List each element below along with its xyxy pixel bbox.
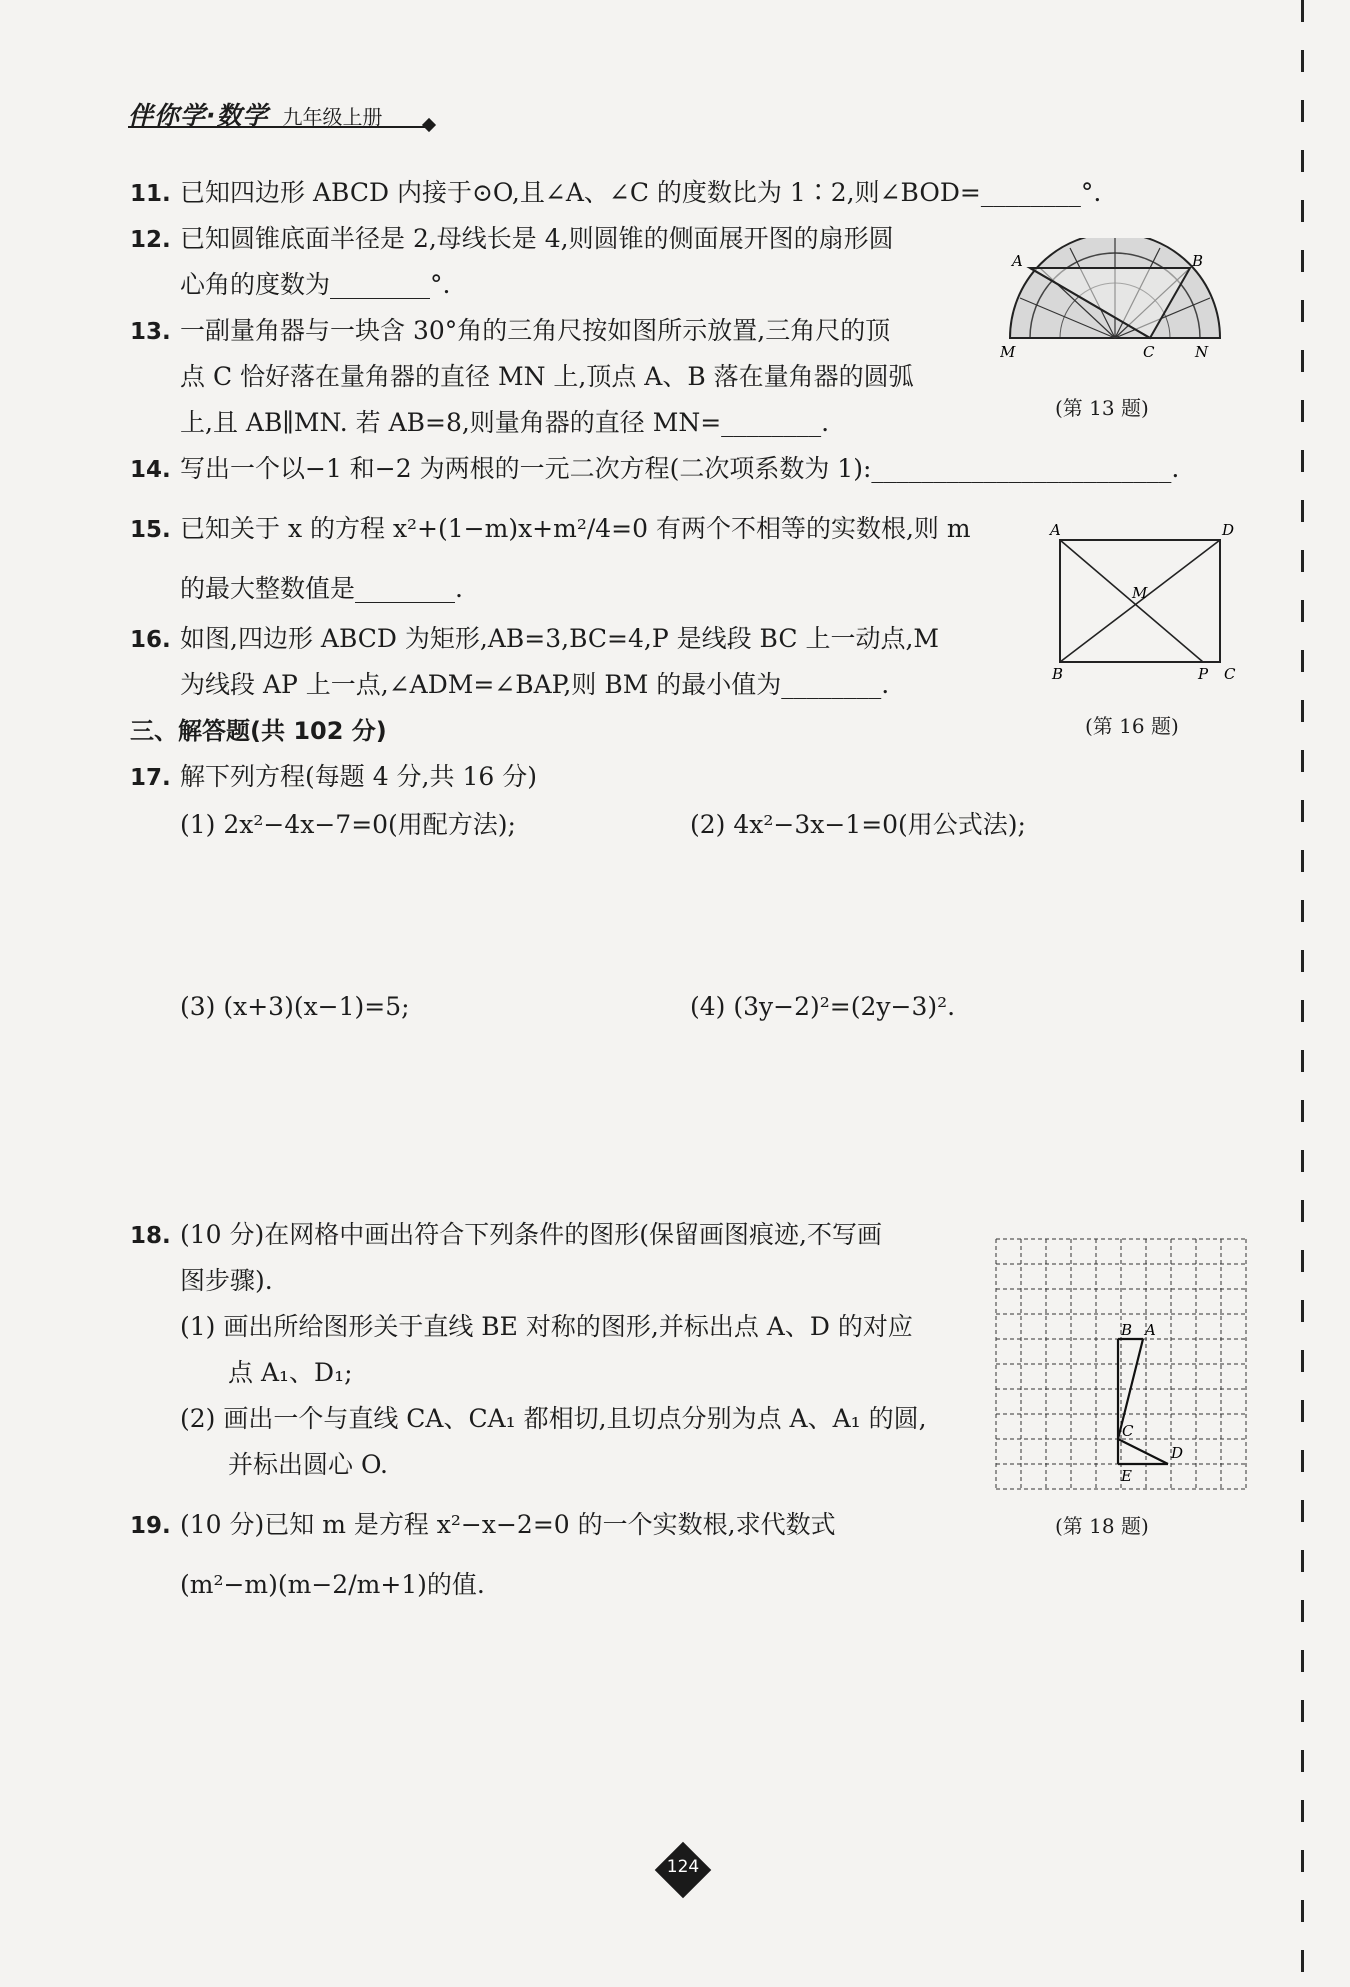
fig16-label-M: M [1132, 584, 1148, 602]
fig13-label-A: A [1012, 252, 1023, 270]
question-19 [130, 1508, 836, 1543]
question-18-cont: 图步骤). [180, 1266, 273, 1295]
question-text: 解下列方程(每题 4 分,共 16 分) [180, 762, 537, 791]
question-text: 已知关于 x 的方程 x²+(1−m)x+m²/4=0 有两个不相等的实数根,则 m [180, 514, 971, 543]
figure-13-protractor [1000, 238, 1230, 368]
page-number: 124 [666, 1857, 700, 1877]
fig13-label-B: B [1192, 252, 1204, 270]
header-grade: 九年级上册 [282, 105, 383, 129]
question-14 [130, 452, 1179, 487]
fig13-label-N: N [1195, 343, 1209, 361]
question-16 [130, 622, 939, 657]
question-17-part-2: (2) 4x²−3x−1=0(用公式法); [690, 810, 1026, 839]
fig16-label-D: D [1222, 521, 1235, 539]
question-number: 14. [130, 457, 171, 483]
question-13-cont: 上,且 AB∥MN. 若 AB=8,则量角器的直径 MN=________. [180, 408, 830, 437]
question-13-cont: 点 C 恰好落在量角器的直径 MN 上,顶点 A、B 落在量角器的圆弧 [180, 362, 914, 391]
question-18-part-1: (1) 画出所给图形关于直线 BE 对称的图形,并标出点 A、D 的对应 [180, 1312, 913, 1341]
question-17 [130, 760, 537, 795]
question-number: 15. [130, 517, 171, 543]
question-18-part-1-cont: 点 A₁、D₁; [228, 1358, 353, 1387]
fig18-label-D: D [1171, 1444, 1184, 1462]
question-text: 一副量角器与一块含 30°角的三角尺按如图所示放置,三角尺的顶 [180, 316, 891, 345]
question-12 [130, 222, 894, 257]
fig13-label-C: C [1143, 343, 1155, 361]
fig18-label-A: A [1145, 1321, 1156, 1339]
question-text: 写出一个以−1 和−2 为两根的一元二次方程(二次项系数为 1):________________________. [180, 454, 1180, 483]
fig16-label-A: A [1050, 521, 1061, 539]
fig16-label-C: C [1224, 665, 1236, 680]
question-number: 13. [130, 319, 171, 345]
fig18-label-C: C [1122, 1422, 1134, 1440]
page-number-badge [655, 1842, 711, 1898]
question-number: 12. [130, 227, 171, 253]
figure-13-caption: (第 13 题) [1055, 396, 1149, 420]
figure-18-grid [995, 1238, 1247, 1490]
question-text: 已知圆锥底面半径是 2,母线长是 4,则圆锥的侧面展开图的扇形圆 [180, 224, 894, 253]
question-18 [130, 1218, 882, 1253]
question-text: 已知四边形 ABCD 内接于⊙O,且∠A、∠C 的度数比为 1∶2,则∠BOD=________°. [180, 178, 1102, 207]
question-number: 16. [130, 627, 171, 653]
cut-line [1301, 0, 1304, 1987]
question-text: (10 分)已知 m 是方程 x²−x−2=0 的一个实数根,求代数式 [180, 1510, 836, 1539]
question-16-cont: 为线段 AP 上一点,∠ADM=∠BAP,则 BM 的最小值为________. [180, 670, 890, 699]
question-12-cont: 心角的度数为________°. [180, 270, 451, 299]
question-19-cont: (m²−m)(m−2/m+1)的值. [180, 1570, 485, 1599]
fig16-label-B: B [1052, 665, 1064, 680]
question-15-cont: 的最大整数值是________. [180, 574, 463, 603]
question-11 [130, 176, 1101, 211]
header-diamond-icon [422, 118, 436, 132]
question-13 [130, 314, 890, 349]
question-18-part-2-cont: 并标出圆心 O. [228, 1450, 388, 1479]
figure-18-caption: (第 18 题) [1055, 1514, 1149, 1538]
question-number: 19. [130, 1513, 171, 1539]
section-title: 三、解答题(共 102 分) [130, 717, 387, 745]
question-18-part-2: (2) 画出一个与直线 CA、CA₁ 都相切,且切点分别为点 A、A₁ 的圆, [180, 1404, 927, 1433]
header-underline [128, 126, 428, 128]
question-text: 如图,四边形 ABCD 为矩形,AB=3,BC=4,P 是线段 BC 上一动点,M [180, 624, 940, 653]
question-number: 17. [130, 765, 171, 791]
fig13-label-M: M [1000, 343, 1016, 361]
figure-16-rectangle [1048, 520, 1238, 680]
question-17-part-3: (3) (x+3)(x−1)=5; [180, 992, 410, 1021]
question-text: (10 分)在网格中画出符合下列条件的图形(保留画图痕迹,不写画 [180, 1220, 882, 1249]
question-number: 11. [130, 181, 171, 207]
fig16-label-P: P [1198, 665, 1209, 680]
question-number: 18. [130, 1223, 171, 1249]
fig18-label-B: B [1121, 1321, 1133, 1339]
figure-16-caption: (第 16 题) [1085, 714, 1179, 738]
question-17-part-4: (4) (3y−2)²=(2y−3)². [690, 992, 956, 1021]
header-brand: 伴你学·数学 [128, 101, 269, 130]
question-17-part-1: (1) 2x²−4x−7=0(用配方法); [180, 810, 516, 839]
fig18-label-E: E [1121, 1467, 1132, 1485]
question-15 [130, 512, 971, 547]
